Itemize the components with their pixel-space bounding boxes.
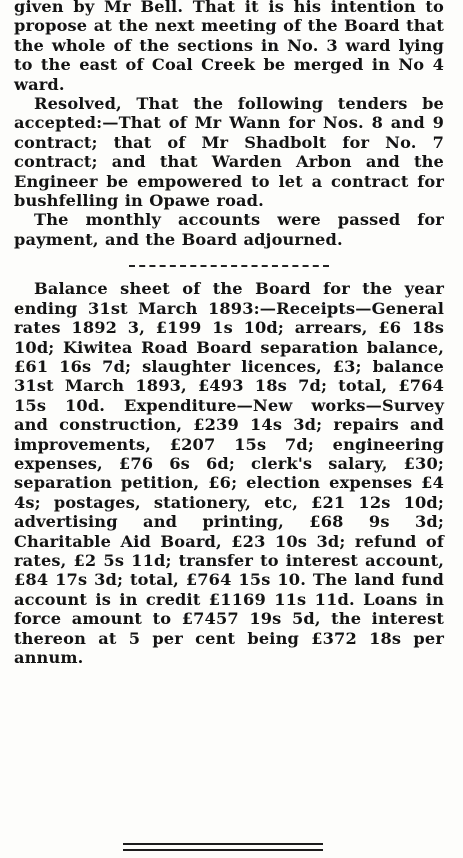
end-of-article-rule bbox=[123, 843, 323, 851]
article-column bbox=[14, 0, 444, 667]
paragraph-accounts-passed: The monthly accounts were passed for payment, and the Board adjourned. bbox=[14, 210, 444, 249]
section-divider bbox=[129, 265, 329, 267]
paragraph-balance-sheet: Balance sheet of the Board for the year ending 31st March 1893:—Receipts—General rates 1892 3, £199 1s 10d; arrears, £6 18s 10d; Kiwitea Road Board separation balance, £61 16s 7d; slaughter licences, £3; balance 31st March 1893, £493 18s 7d; total, £764 15s 10d. Expenditure—New works—Survey and construction, £239 14s 3d; repairs and improvements, £207 15s 7d; engineering expenses, £76 6s 6d; clerk's salary, £30; separation petition, £6; election expenses £4 4s; postages, stationery, etc, £21 12s 10d; advertising and printing, £68 9s 3d; Charitable Aid Board, £23 10s 3d; refund of rates, £2 5s 11d; transfer to interest account, £84 17s 3d; total, £764 15s 10. The land fund account is in credit £1169 11s 11d. Loans in force amount to £7457 19s 5d, the interest thereon at 5 per cent being £372 18s per annum. bbox=[14, 279, 444, 667]
paragraph-tenders-resolution: Resolved, That the following tenders be accepted:—That of Mr Wann for Nos. 8 and 9 contract; that of Mr Shadbolt for No. 7 contract; and that Warden Arbon and the Engineer be empowered to let a contract for bushfelling in Opawe road. bbox=[14, 94, 444, 211]
paragraph-notice-of-motion: given by Mr Bell. That it is his intention to propose at the next meeting of the Board that the whole of the sections in No. 3 ward lying to the east of Coal Creek be merged in No 4 ward. bbox=[14, 0, 444, 94]
